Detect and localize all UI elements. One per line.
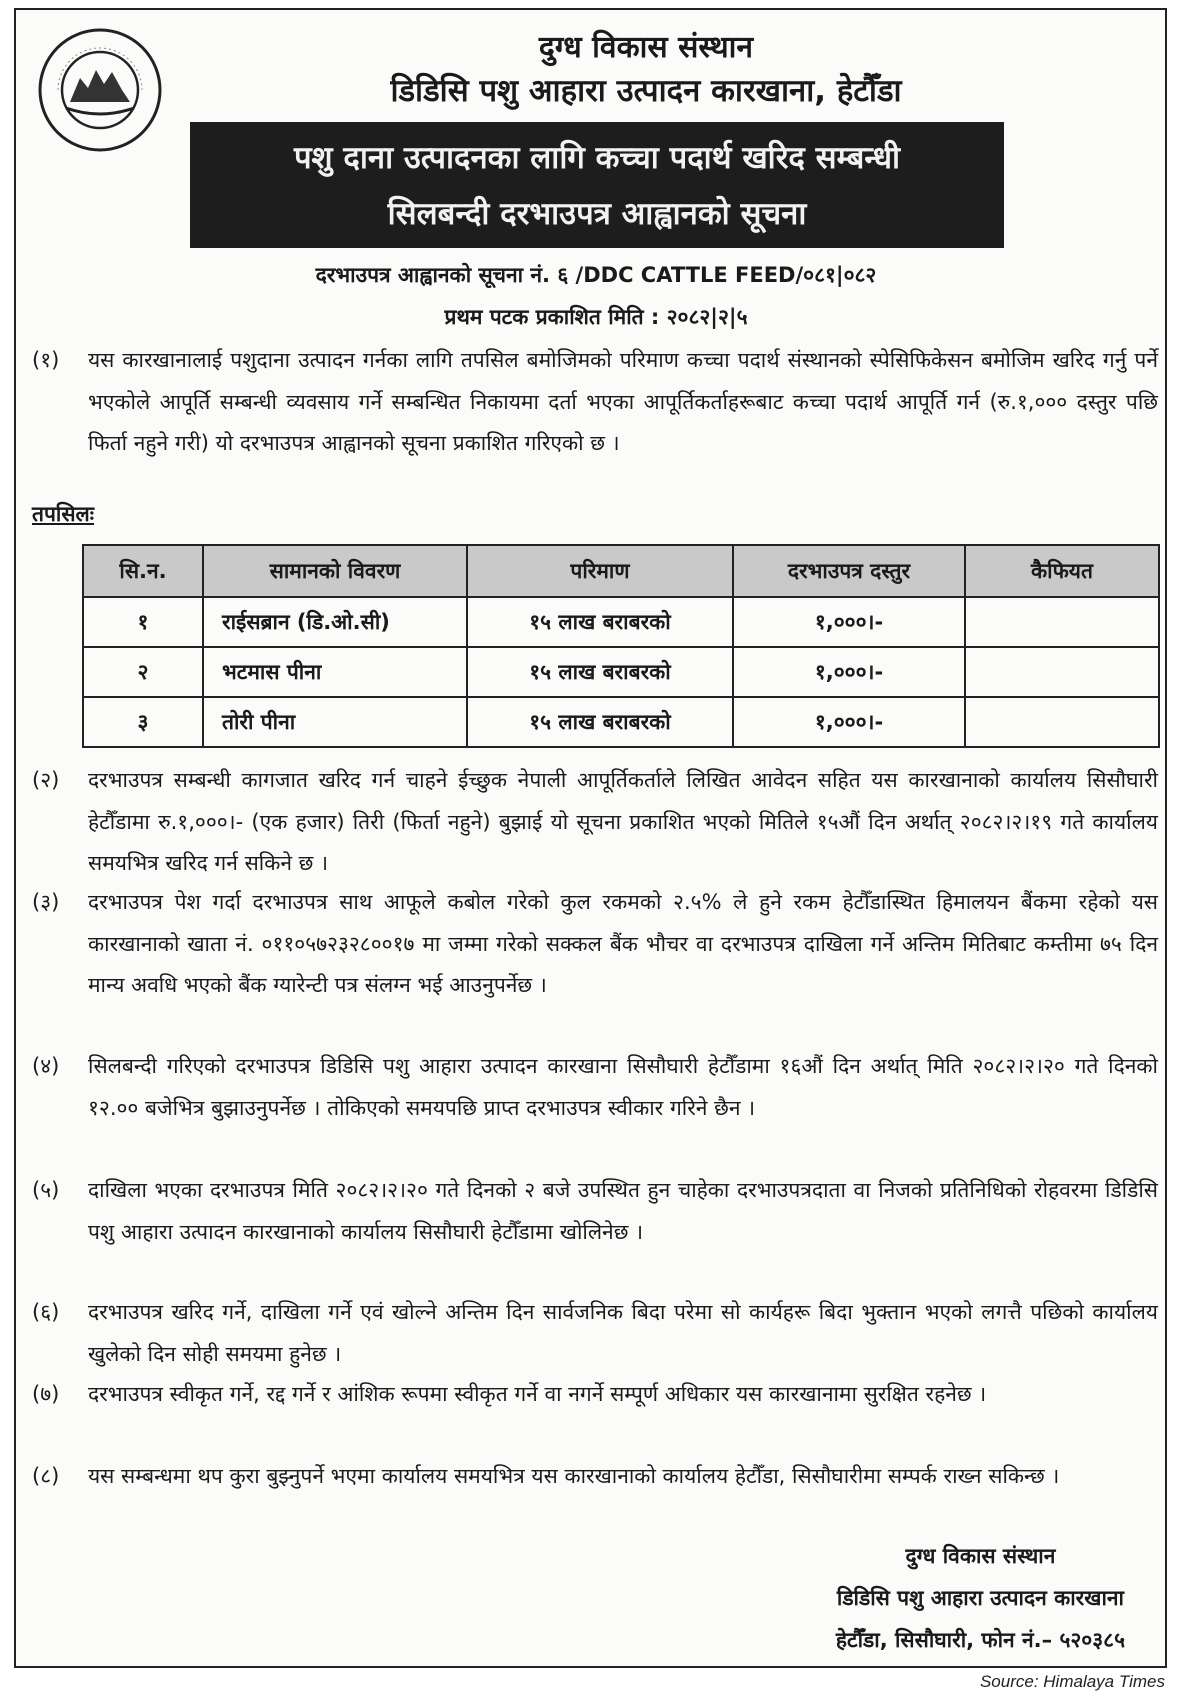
clause-3 [32, 882, 1158, 1007]
cell-qty: १५ लाख बराबरको [467, 697, 733, 747]
signature-address: हेटौँडा, सिसौघारी, फोन नं.– ५२०३८५ [835, 1628, 1125, 1652]
table-row [83, 597, 1159, 647]
col-header-fee: दरभाउपत्र दस्तुर [733, 545, 965, 597]
col-header-remarks: कैफियत [965, 545, 1159, 597]
items-table [82, 544, 1160, 748]
cell-fee: १,०००।- [733, 647, 965, 697]
clause-text: सिलबन्दी गरिएको दरभाउपत्र डिडिसि पशु आहारा उत्पादन कारखाना सिसौघारी हेटौँडामा १६औं दिन अर्थात् मिति २०८२।२।२० गते दिनको १२.०० बजेभित्र बुझाउनुपर्नेछ । तोकिएको समयपछि प्राप्त दरभाउपत्र स्वीकार गरिने छैन । [88, 1054, 1158, 1120]
ddc-logo [36, 26, 164, 154]
cell-sn: ३ [83, 697, 203, 747]
clause-2 [32, 760, 1158, 885]
cell-item: राईसब्रान (डि.ओ.सी) [203, 597, 467, 647]
signature-block [836, 1535, 1125, 1661]
cell-remarks [965, 647, 1159, 697]
clause-6 [32, 1292, 1158, 1375]
notice-number: दरभाउपत्र आह्वानको सूचना नं. ६ /DDC CATTLE FEED/०८१|०८२ [315, 263, 877, 287]
clause-8 [32, 1456, 1158, 1498]
cell-fee: १,०००।- [733, 597, 965, 647]
banner-line-1: पशु दाना उत्पादनका लागि कच्चा पदार्थ खरिद सम्बन्धी [293, 140, 901, 176]
cell-remarks [965, 597, 1159, 647]
clause-text: दरभाउपत्र सम्बन्धी कागजात खरिद गर्न चाहने ईच्छुक नेपाली आपूर्तिकर्ताले लिखित आवेदन सहित यस कारखानाको कार्यालय सिसौघारी हेटौँडामा रु.१,०००।- (एक हजार) तिरी (फिर्ता नहुने) बुझाई यो सूचना प्रकाशित भएको मितिले १५औं दिन अर्थात् २०८२।२।१९ गते कार्यालय समयभित्र खरिद गर्न सकिने छ । [88, 768, 1158, 875]
clause-1 [32, 340, 1158, 465]
notice-title-banner [190, 122, 1004, 248]
source-credit: Source: Himalaya Times [979, 1672, 1165, 1691]
published-date: प्रथम पटक प्रकाशित मिति : २०८२|२|५ [444, 305, 748, 329]
clause-text: दाखिला भएका दरभाउपत्र मिति २०८२।२।२० गते दिनको २ बजे उपस्थित हुन चाहेका दरभाउपत्रदाता वा निजको प्रतिनिधिको रोहवरमा डिडिसि पशु आहारा उत्पादन कारखानाको कार्यालय सिसौघारी हेटौँडामा खोलिनेछ । [88, 1178, 1158, 1244]
col-header-qty: परिमाण [467, 545, 733, 597]
clause-text: यस कारखानालाई पशुदाना उत्पादन गर्नका लागि तपसिल बमोजिमको परिमाण कच्चा पदार्थ संस्थानको स्पेसिफिकेसन बमोजिम खरिद गर्नु पर्ने भएकोले आपूर्ति सम्बन्धी व्यवसाय गर्ने सम्बन्धित निकायमा दर्ता भएका आपूर्तिकर्ताहरूबाट कच्चा पदार्थ आपूर्ति गर्न (रु.१,००० दस्तुर पछि फिर्ता नहुने गरी) यो दरभाउपत्र आह्वानको सूचना प्रकाशित गरिएको छ । [88, 348, 1158, 455]
clause-number: (६) [32, 1300, 60, 1324]
clause-number: (२) [32, 768, 60, 792]
table-row [83, 697, 1159, 747]
clause-number: (७) [32, 1382, 60, 1406]
table-row [83, 647, 1159, 697]
clause-number: (४) [32, 1054, 60, 1078]
cell-qty: १५ लाख बराबरको [467, 597, 733, 647]
cell-sn: २ [83, 647, 203, 697]
clause-5 [32, 1170, 1158, 1253]
col-header-item: सामानको विवरण [203, 545, 467, 597]
cell-item: भटमास पीना [203, 647, 467, 697]
org-name: दुग्ध विकास संस्थान [538, 30, 754, 65]
cell-qty: १५ लाख बराबरको [467, 647, 733, 697]
clause-number: (३) [32, 890, 60, 914]
clause-text: यस सम्बन्धमा थप कुरा बुझ्नुपर्ने भएमा कार्यालय समयभित्र यस कारखानाको कार्यालय हेटौँडा, सिसौघारीमा सम्पर्क राख्न सकिन्छ । [88, 1464, 1060, 1488]
cell-sn: १ [83, 597, 203, 647]
clause-number: (१) [32, 348, 60, 372]
col-header-sn: सि.न. [83, 545, 203, 597]
signature-factory: डिडिसि पशु आहारा उत्पादन कारखाना [836, 1586, 1124, 1610]
clause-text: दरभाउपत्र खरिद गर्ने, दाखिला गर्ने एवं खोल्ने अन्तिम दिन सार्वजनिक बिदा परेमा सो कार्यहरू बिदा भुक्तान भएको लगत्तै पछिको कार्यालय खुलेको दिन सोही समयमा हुनेछ । [88, 1300, 1158, 1366]
clause-number: (८) [32, 1464, 60, 1488]
clause-number: (५) [32, 1178, 60, 1202]
table-header-row [83, 545, 1159, 597]
cell-remarks [965, 697, 1159, 747]
banner-line-2: सिलबन्दी दरभाउपत्र आह्वानको सूचना [387, 196, 807, 232]
cell-fee: १,०००।- [733, 697, 965, 747]
factory-name: डिडिसि पशु आहारा उत्पादन कारखाना, हेटौँडा [390, 73, 902, 109]
cell-item: तोरी पीना [203, 697, 467, 747]
clause-7 [32, 1374, 1158, 1416]
schedule-label: तपसिलः [32, 502, 95, 526]
notice-page [14, 8, 1167, 1668]
signature-org: दुग्ध विकास संस्थान [905, 1544, 1056, 1568]
clause-text: दरभाउपत्र पेश गर्दा दरभाउपत्र साथ आफूले कबोल गरेको कुल रकमको २.५% ले हुने रकम हेटौँडास्थित हिमालयन बैंकमा रहेको यस कारखानाको खाता नं. ०११०५७२३२८००१७ मा जम्मा गरेको सक्कल बैंक भौचर वा दरभाउपत्र दाखिला गर्ने अन्तिम मितिबाट कम्तीमा ७५ दिन मान्य अवधि भएको बैंक ग्यारेन्टी पत्र संलग्न भई आउनुपर्नेछ । [88, 890, 1158, 997]
clause-4 [32, 1046, 1158, 1129]
clause-text: दरभाउपत्र स्वीकृत गर्ने, रद्द गर्ने र आंशिक रूपमा स्वीकृत गर्ने वा नगर्ने सम्पूर्ण अधिकार यस कारखानामा सुरक्षित रहनेछ । [88, 1382, 987, 1406]
